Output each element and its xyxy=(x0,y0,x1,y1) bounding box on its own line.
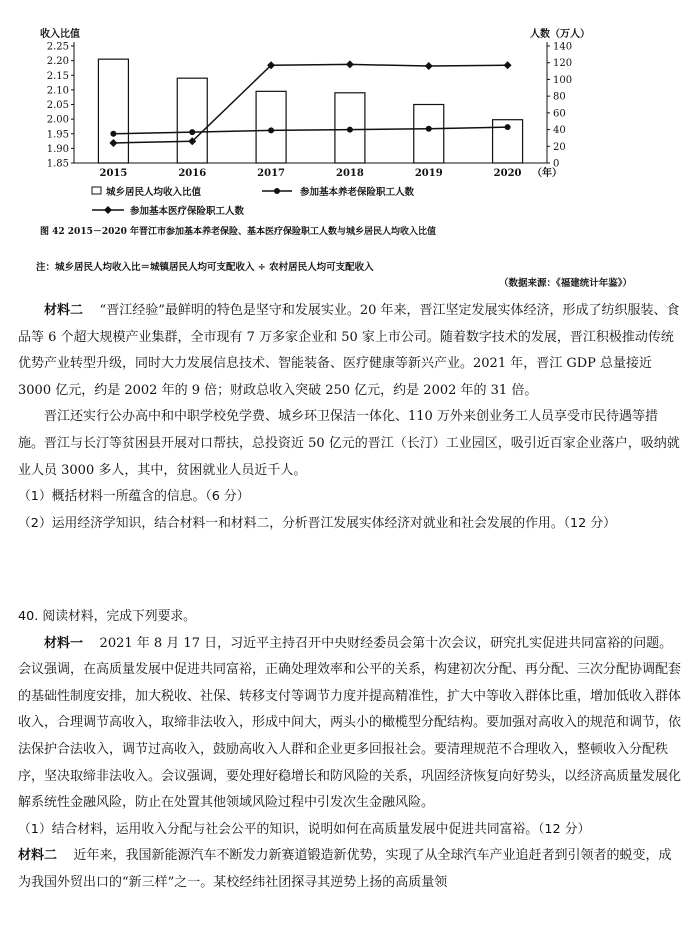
medical-point xyxy=(346,60,354,68)
left-tick-label: 2.20 xyxy=(46,56,69,68)
pension-point xyxy=(268,127,274,133)
legend-bar-label: 城乡居民人均收入比值 xyxy=(106,187,202,198)
medical-point xyxy=(504,61,512,69)
question-40-1: （1）结合材料，运用收入分配与社会公平的知识，说明如何在高质量发展中促进共同富裕。（12 分） xyxy=(18,821,591,837)
left-tick-label: 2.00 xyxy=(46,114,69,126)
pension-point xyxy=(426,126,432,132)
right-tick-label: 80 xyxy=(553,91,566,103)
left-tick-label: 1.85 xyxy=(46,158,69,170)
x-tick-label: 2018 xyxy=(335,168,364,179)
bar xyxy=(98,59,128,163)
material-two-b-label: 材料二 xyxy=(18,848,58,864)
right-tick-label: 120 xyxy=(553,58,573,70)
x-tick-label: 2019 xyxy=(414,168,443,179)
question-1: （1）概括材料一所蕴含的信息。（6 分） xyxy=(18,489,250,505)
x-tick-label: 2015 xyxy=(99,168,128,179)
left-tick-label: 2.10 xyxy=(46,85,69,97)
material-one-paragraph: 2021 年 8 月 17 日，习近平主持召开中央财经委员会第十次会议，研究扎实促进共同富裕的问题。会议强调，在高质量发展中促进共同富裕，正确处理效率和公平的关系，构建初次分配、再分配、三次分配协调配套的基础性制度安排，加大税收、社保、转移支付等调节力度并提高精准性，扩大中等收入群体比重，增加低收入群体收入，合理调节高收入，取缔非法收入，形成中间大，两头小的橄榄型分配结构。要加强对高收入的规范和调节，依法保护合法收入，调节过高收入，鼓励高收入人群和企业更多回报社会。要清理规范不合理收入，整顿收入分配秩序，坚决取缔非法收入。会议强调，要处理好稳增长和防风险的关系，巩固经济恢复向好势头，以经济高质量发展化解系统性金融风险，防止在处置其他领域风险过程中引发次生金融风险。 xyxy=(18,635,682,811)
medical-line xyxy=(113,64,507,143)
medical-point xyxy=(425,62,433,70)
left-tick-label: 2.25 xyxy=(46,41,69,53)
question-40-heading: 40. 阅读材料，完成下列要求。 xyxy=(18,609,196,624)
material-two-label: 材料二 xyxy=(44,303,84,318)
legend xyxy=(92,186,415,217)
right-tick-label: 100 xyxy=(553,74,573,86)
x-tick-label: 2020 xyxy=(493,168,522,179)
pension-line xyxy=(113,127,507,134)
material-two-section xyxy=(18,298,682,537)
chart-caption: 图 42 2015－2020 年晋江市参加基本养老保险、基本医疗保险职工人数与城乡居民人均收入比值 xyxy=(40,227,437,237)
pension-point xyxy=(347,127,353,133)
left-axis-label: 收入比值 xyxy=(40,29,80,40)
x-tick-label: 2016 xyxy=(178,168,207,179)
legend-bar-swatch xyxy=(92,187,101,194)
material-one-label: 材料一 xyxy=(44,635,84,651)
pension-point xyxy=(189,129,195,135)
x-tick-label: 2017 xyxy=(257,168,286,179)
legend-diamond-marker xyxy=(104,206,112,214)
question-2: （2）运用经济学知识，结合材料一和材料二，分析晋江发展实体经济对就业和社会发展的作用。（12 分） xyxy=(18,515,616,531)
left-tick-label: 1.90 xyxy=(46,143,69,155)
data-source: （数据来源：《福建统计年鉴》） xyxy=(498,278,632,289)
pension-point xyxy=(505,124,511,130)
right-tick-label: 0 xyxy=(553,158,560,170)
right-tick-label: 40 xyxy=(553,125,566,137)
right-axis-label: 人数（万人） xyxy=(530,29,590,40)
right-tick-label: 20 xyxy=(553,141,566,153)
material-two-paragraph-1: “晋江经验”最鲜明的特色是坚守和发展实业。20 年来，晋江坚定发展实体经济，形成了纺织服装、食品等 6 个超大规模产业集群，全市现有 7 万多家企业和 50 家上市公司。随着数字技术的发展，晋江积极推动传统优势产业转型升级，同时大力发展信息技术、智能装备、医疗健康等新兴产业。2021 年，晋江 GDP 总量接近 3000 亿元，约是 2002 年的 9 倍；财政总收入突破 250 亿元，约是 2002 年的 31 倍。 xyxy=(18,303,680,398)
right-tick-label: 60 xyxy=(553,108,566,120)
chart xyxy=(0,0,692,300)
material-two-b-paragraph: 近年来，我国新能源汽车不断发力新赛道锻造新优势，实现了从全球汽车产业追赶者到引领者的蜕变，成为我国外贸出口的“新三样”之一。某校经纬社团探寻其逆势上扬的高质量领 xyxy=(18,848,672,890)
bar xyxy=(177,78,207,163)
bar xyxy=(256,91,286,163)
legend-medical-label: 参加基本医疗保险职工人数 xyxy=(130,206,245,217)
material-two-paragraph-2: 晋江还实行公办高中和中职学校免学费、城乡环卫保洁一体化、110 万外来创业务工人员享受市民待遇等措施。晋江与长汀等贫困县开展对口帮扶，总投资近 50 亿元的晋江（长汀）工业园区，吸引近百家企业落户，吸纳就业人员 3000 多人，其中，贫困就业人员近千人。 xyxy=(18,409,680,478)
right-tick-label: 140 xyxy=(553,41,573,53)
left-tick-label: 1.95 xyxy=(46,129,69,141)
chart-note: 注：城乡居民人均收入比＝城镇居民人均可支配收入 ÷ 农村居民人均可支配收入 xyxy=(36,262,374,273)
legend-circle-marker xyxy=(274,188,280,194)
bar xyxy=(414,105,444,164)
legend-pension-label: 参加基本养老保险职工人数 xyxy=(300,187,415,198)
pension-point xyxy=(110,131,116,137)
x-axis-label: （年） xyxy=(532,168,562,179)
left-tick-label: 2.05 xyxy=(46,100,69,111)
left-tick-label: 2.15 xyxy=(46,70,69,82)
question-40-section xyxy=(18,604,682,897)
